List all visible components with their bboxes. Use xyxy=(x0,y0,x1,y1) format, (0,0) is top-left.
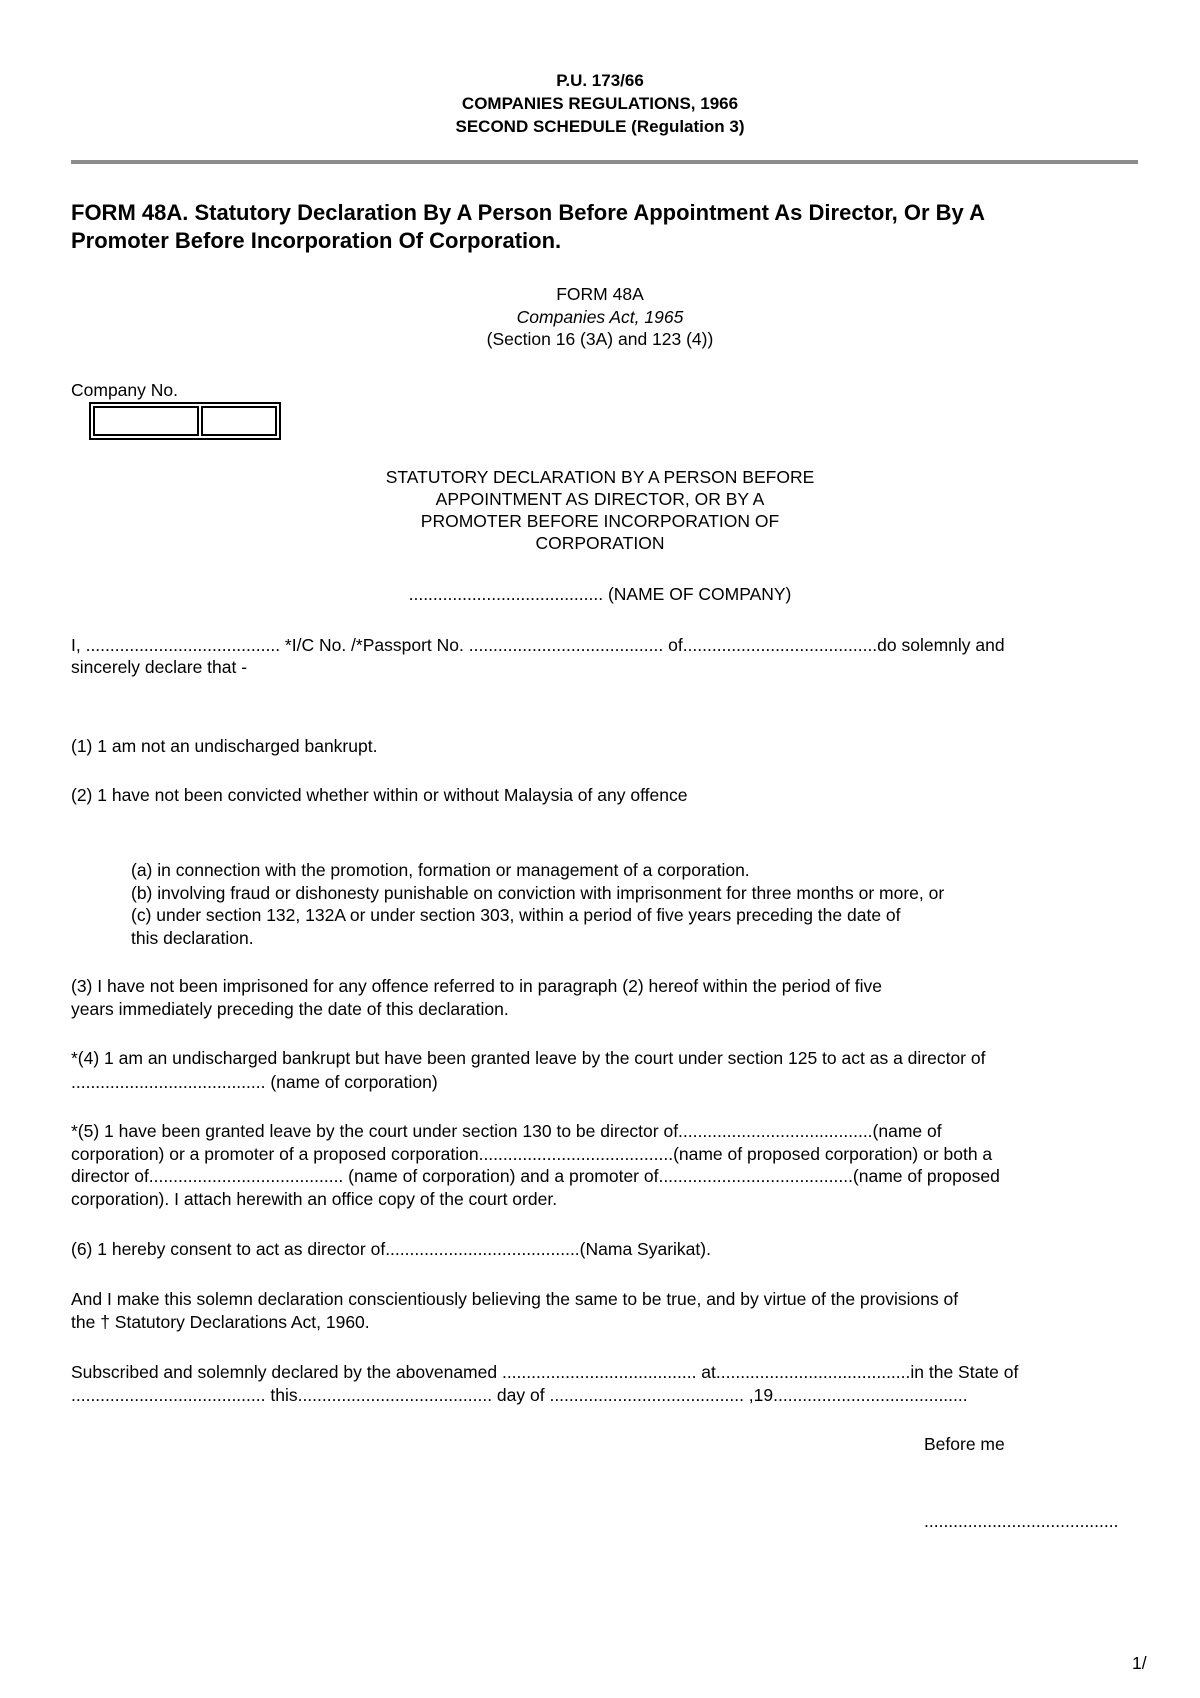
closing-line-1: And I make this solemn declaration conscientiously believing the same to be true, and by virtue of the provisions of xyxy=(71,1289,959,1309)
form-number: FORM 48A xyxy=(556,284,644,304)
declaration-heading-line-2: APPOINTMENT AS DIRECTOR, OR BY A xyxy=(435,489,765,509)
declaration-heading-line-3: PROMOTER BEFORE INCORPORATION OF xyxy=(420,511,780,531)
form-title-line-1: FORM 48A. Statutory Declaration By A Person Before Appointment As Director, Or By A xyxy=(71,200,985,225)
subscribed-line-1: Subscribed and solemnly declared by the abovenamed ........................................ at........................................in the State of xyxy=(71,1362,1019,1382)
regulation-reference: P.U. 173/66 xyxy=(556,71,644,90)
schedule-title: SECOND SCHEDULE (Regulation 3) xyxy=(455,117,745,136)
clause-2: (2) 1 have not been convicted whether within or without Malaysia of any offence xyxy=(71,785,688,805)
signature-line: ........................................ xyxy=(924,1511,1119,1531)
regulations-title: COMPANIES REGULATIONS, 1966 xyxy=(461,94,739,113)
declaration-heading-line-4: CORPORATION xyxy=(535,533,665,553)
header-divider xyxy=(71,160,1138,164)
clause-1: (1) 1 am not an undischarged bankrupt. xyxy=(71,736,378,756)
clause-5-line-3: director of........................................ (name of corporation) and a promoter of........................................(name of proposed xyxy=(71,1166,1000,1186)
clause-6: (6) 1 hereby consent to act as director of........................................(Nama Syarikat). xyxy=(71,1239,711,1259)
company-no-field[interactable] xyxy=(89,402,281,440)
clause-5-line-1: *(5) 1 have been granted leave by the court under section 130 to be director of........................................(name of xyxy=(71,1121,942,1141)
page-number: 1/ xyxy=(1132,1653,1147,1673)
clause-2c-line-1: (c) under section 132, 132A or under section 303, within a period of five years preceding the date of xyxy=(131,905,901,925)
declaration-heading-line-1: STATUTORY DECLARATION BY A PERSON BEFORE xyxy=(385,467,815,487)
section-reference: (Section 16 (3A) and 123 (4)) xyxy=(486,329,714,349)
clause-3-line-2: years immediately preceding the date of this declaration. xyxy=(71,999,509,1019)
subscribed-line-2: ........................................ this........................................ day of ........................................ ,19........................................ xyxy=(71,1385,968,1405)
intro-line-1: I, ........................................ *I/C No. /*Passport No. ........................................ of........................................do solemnly and xyxy=(71,635,1005,655)
clause-3-line-1: (3) I have not been imprisoned for any offence referred to in paragraph (2) hereof within the period of five xyxy=(71,976,882,996)
name-of-company-line: ........................................ (NAME OF COMPANY) xyxy=(408,584,792,604)
company-no-box-1[interactable] xyxy=(93,406,199,436)
clause-4-line-1: *(4) 1 am an undischarged bankrupt but have been granted leave by the court under section 125 to act as a director of xyxy=(71,1048,986,1068)
form-title-line-2: Promoter Before Incorporation Of Corporation. xyxy=(71,228,562,253)
closing-line-2: the † Statutory Declarations Act, 1960. xyxy=(71,1312,370,1332)
clause-5-line-4: corporation). I attach herewith an office copy of the court order. xyxy=(71,1189,558,1209)
company-no-label: Company No. xyxy=(71,380,178,400)
clause-5-line-2: corporation) or a promoter of a proposed corporation........................................(name of proposed corporation) or both a xyxy=(71,1144,993,1164)
clause-2b: (b) involving fraud or dishonesty punishable on conviction with imprisonment for three months or more, or xyxy=(131,883,945,903)
act-name: Companies Act, 1965 xyxy=(516,307,684,327)
clause-2c-line-2: this declaration. xyxy=(131,928,254,948)
before-me-label: Before me xyxy=(924,1434,1005,1454)
clause-2a: (a) in connection with the promotion, formation or management of a corporation. xyxy=(131,860,750,880)
intro-line-2: sincerely declare that - xyxy=(71,657,248,677)
clause-4-line-2: ........................................ (name of corporation) xyxy=(71,1072,438,1092)
company-no-box-2[interactable] xyxy=(201,406,277,436)
